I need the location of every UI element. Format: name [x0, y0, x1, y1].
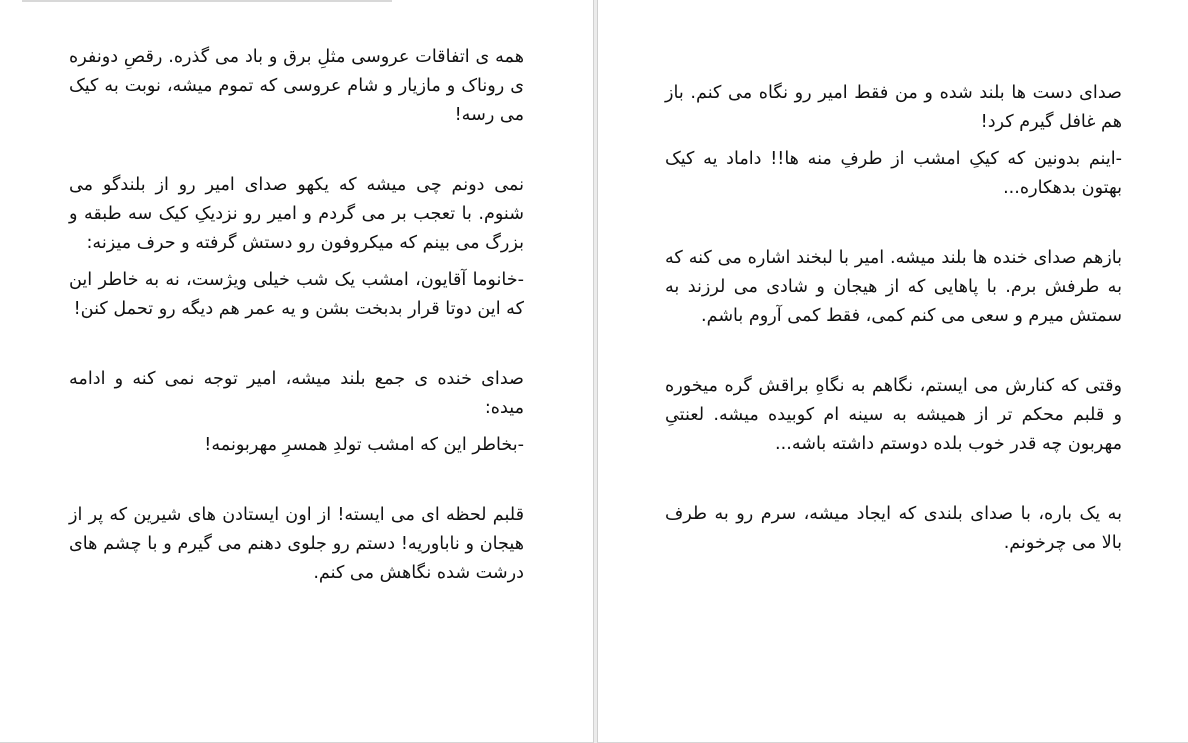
paragraph: -بخاطر این که امشب تولدِ همسرِ مهربونمه! [204, 435, 524, 455]
paragraph: بازهم صدای خنده ها بلند میشه. امیر با لبخند اشاره می کنه که به طرفش برم. با پاهایی که از هیجان و شادی می لرزند به سمتش میرم و سعی می کنم کمی، فقط کمی آروم باشم. [665, 248, 1122, 326]
paragraph: نمی دونم چی میشه که یکهو صدای امیر رو از بلندگو می شنوم. با تعجب بر می گردم و امیر رو نزدیکِ کیک سه طبقه و بزرگ می بینم که میکروفون رو دستش گرفته و حرف میزنه: [69, 175, 524, 253]
text-column-right [665, 79, 1122, 558]
page-right [597, 0, 1188, 743]
paragraph: -خانوما آقایون، امشب یک شب خیلی ویژست، نه به خاطر این که این دوتا قرار بدبخت بشن و یه عمر هم دیگه رو تحمل کنن! [69, 270, 524, 319]
text-column-left [69, 43, 524, 588]
paragraph: وقتی که کنارش می ایستم، نگاهم به نگاهِ براقش گره میخوره و قلبم محکم تر از همیشه به سینه ام کوبیده میشه. لعنتیِ مهربون چه قدر خوب بلده دوستم داشته باشه... [665, 376, 1122, 454]
paragraph: صدای دست ها بلند شده و من فقط امیر رو نگاه می کنم. باز هم غافل گیرم کرد! [665, 83, 1122, 132]
paragraph: -اینم بدونین که کیکِ امشب از طرفِ منه ها!! داماد یه کیک بهتون بدهکاره... [665, 149, 1122, 198]
page-left [0, 0, 593, 743]
paragraph: همه ی اتفاقات عروسی مثلِ برق و باد می گذره. رقصِ دونفره ی روناک و مازیار و شام عروسی که تموم میشه، نوبت به کیک می رسه! [69, 47, 524, 125]
paragraph: صدای خنده ی جمع بلند میشه، امیر توجه نمی کنه و ادامه میده: [69, 369, 524, 418]
page-edge-strip [22, 0, 392, 2]
paragraph: به یک باره، با صدای بلندی که ایجاد میشه، سرم رو به طرف بالا می چرخونم. [665, 504, 1122, 553]
paragraph: قلبم لحظه ای می ایسته! از اون ایستادن های شیرین که پر از هیجان و ناباوریه! دستم رو جلوی دهنم می گیرم و با چشم های درشت شده نگاهش می کنم. [69, 505, 524, 583]
